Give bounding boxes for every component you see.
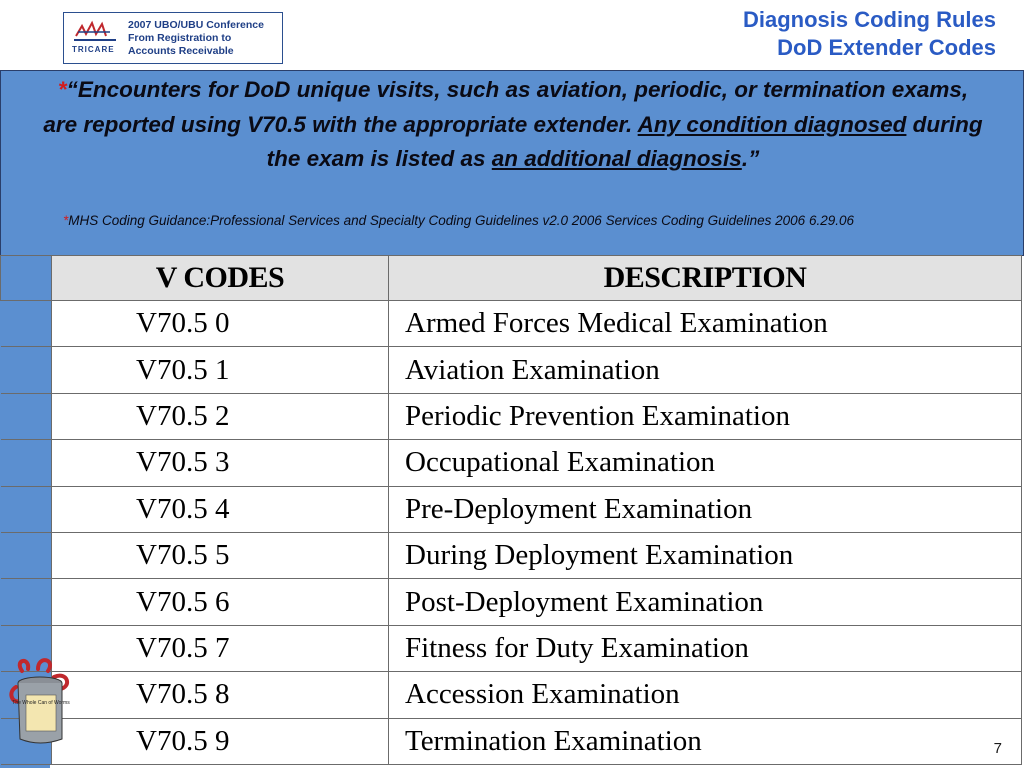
guidance-quote-box (0, 70, 1024, 256)
table-row (1, 625, 1022, 671)
logo-brand-text: TRICARE (72, 45, 115, 54)
table-row (1, 672, 1022, 718)
mascot-label: The Whole Can of Worms (12, 700, 70, 706)
table-row (1, 532, 1022, 578)
conference-logo (63, 12, 283, 64)
quote-part-3: .” (741, 146, 760, 171)
cell-description: Aviation Examination (389, 347, 1022, 393)
logo-line-1: 2007 UBO/UBU Conference (128, 19, 264, 31)
v-codes-table (0, 255, 1022, 765)
table-row (1, 301, 1022, 347)
quote-underline-1: Any condition diagnosed (637, 111, 907, 137)
tricare-logo-icon (70, 18, 120, 58)
cell-description: Accession Examination (389, 672, 1022, 718)
citation (63, 213, 1013, 229)
logo-caption (128, 19, 264, 58)
guidance-quote (41, 73, 985, 177)
cell-description: Occupational Examination (389, 440, 1022, 486)
cell-code: V70.5 2 (52, 393, 389, 439)
cell-code: V70.5 8 (52, 672, 389, 718)
cell-description: Post-Deployment Examination (389, 579, 1022, 625)
cell-description: Termination Examination (389, 718, 1022, 764)
cell-code: V70.5 4 (52, 486, 389, 532)
table-header-row (1, 256, 1022, 301)
header-spacer (1, 256, 52, 301)
cell-description: Fitness for Duty Examination (389, 625, 1022, 671)
header-v-codes: V CODES (52, 256, 389, 301)
quote-asterisk: * (57, 77, 67, 102)
cell-description: Pre-Deployment Examination (389, 486, 1022, 532)
cell-code: V70.5 5 (52, 532, 389, 578)
table-row (1, 579, 1022, 625)
header-description: DESCRIPTION (389, 256, 1022, 301)
table-row (1, 486, 1022, 532)
slide-title (743, 6, 996, 62)
cell-description: Armed Forces Medical Examination (389, 301, 1022, 347)
title-line-1: Diagnosis Coding Rules (742, 7, 996, 32)
cell-code: V70.5 6 (52, 579, 389, 625)
table-row (1, 440, 1022, 486)
cell-code: V70.5 1 (52, 347, 389, 393)
cell-code: V70.5 3 (52, 440, 389, 486)
cell-code: V70.5 9 (52, 718, 389, 764)
cell-code: V70.5 0 (52, 301, 389, 347)
table-row (1, 393, 1022, 439)
cell-code: V70.5 7 (52, 625, 389, 671)
page-number: 7 (993, 740, 1002, 757)
can-of-worms-icon (8, 657, 78, 747)
table-row (1, 347, 1022, 393)
logo-line-3: Accounts Receivable (128, 45, 234, 57)
title-line-2: DoD Extender Codes (777, 35, 996, 60)
logo-line-2: From Registration to (128, 32, 232, 44)
quote-part-2: during the exam is listed as (266, 111, 983, 171)
table-row (1, 718, 1022, 764)
cell-description: Periodic Prevention Examination (389, 393, 1022, 439)
citation-asterisk: * (63, 213, 69, 228)
citation-text: MHS Coding Guidance:Professional Services and Specialty Coding Guidelines v2.0 2006 Services Coding Guidelines 2006 6.29.06 (68, 213, 854, 228)
quote-underline-2: an additional diagnosis (491, 146, 742, 171)
quote-part-1: “Encounters for DoD unique visits, such as aviation, periodic, or termination exams, are reported using V70.5 with the appropriate extender. (43, 77, 969, 137)
cell-description: During Deployment Examination (389, 532, 1022, 578)
